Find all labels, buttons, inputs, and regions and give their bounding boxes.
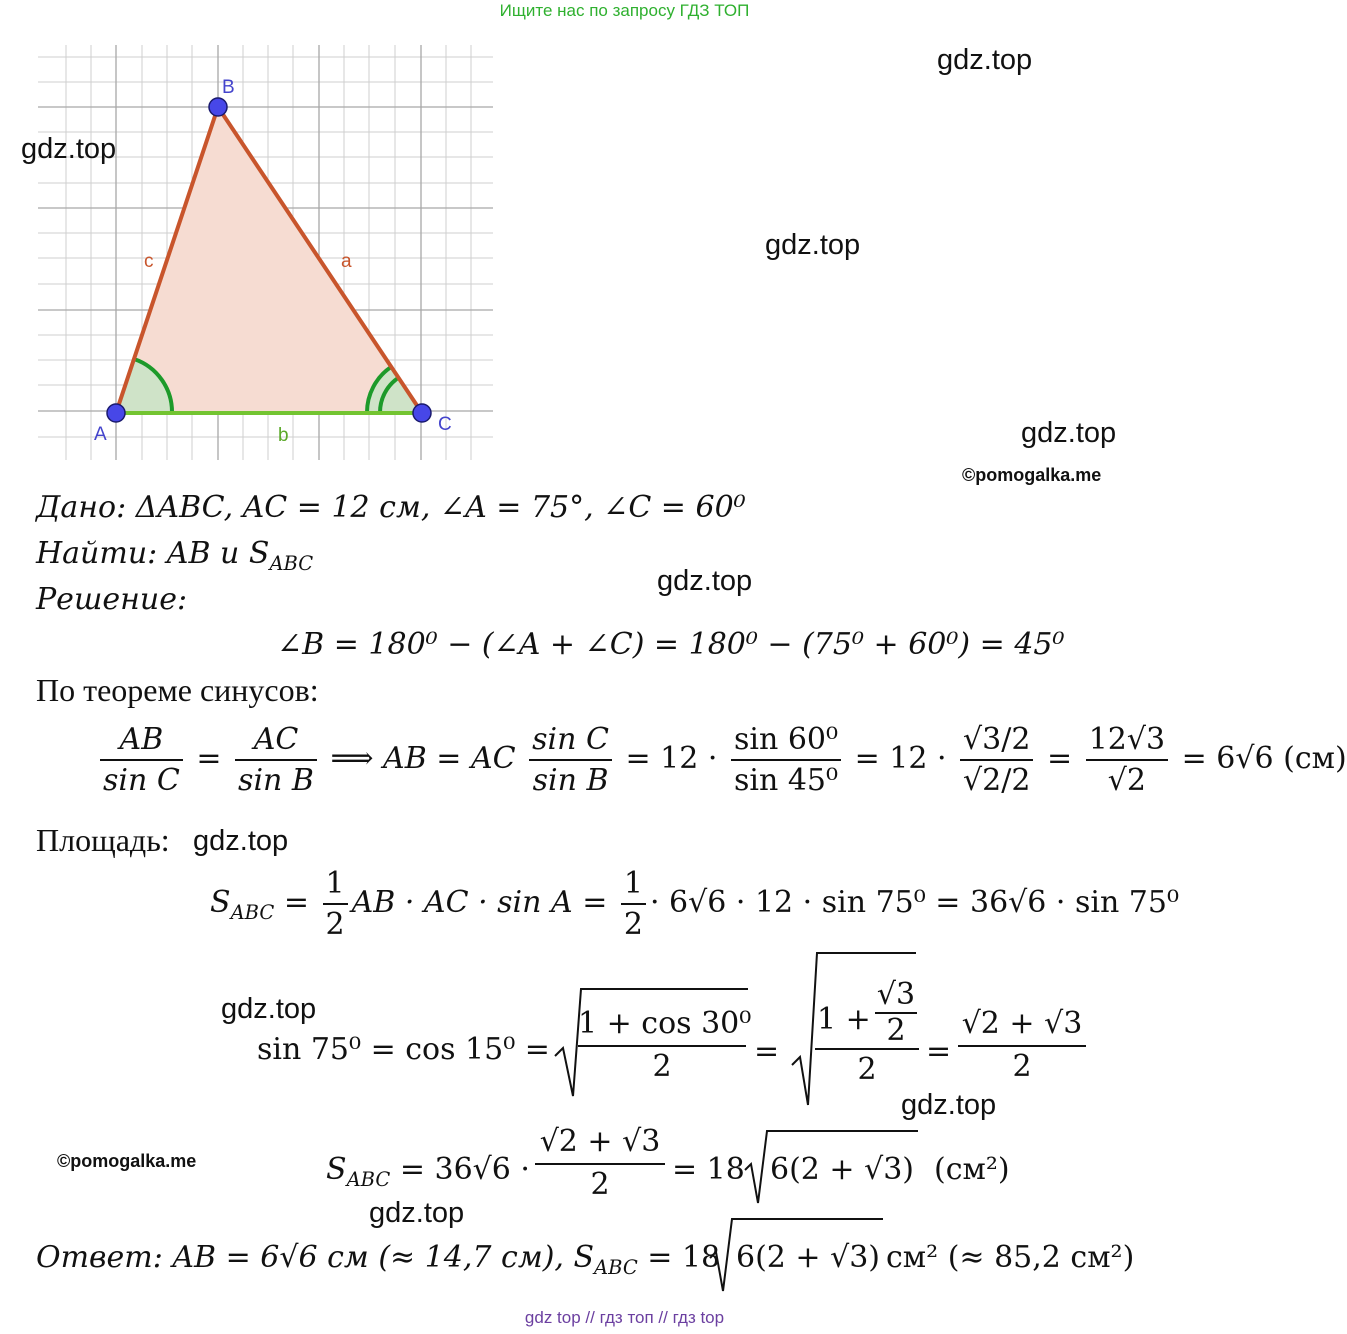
fraction-ab-sinc: $\frac{AB}{\text{sin C}}$ — [100, 722, 183, 798]
answer-tail: см² (≈ 85,2 см²) — [886, 1240, 1135, 1275]
fraction-half: $\frac{1}{2}$ — [323, 866, 348, 942]
fraction-root3-root2: $\frac{√3/2}{√2/2}$ — [960, 722, 1033, 798]
copyright-mark: ©pomogalka.me — [57, 1151, 197, 1171]
area-heading: Площадь: — [36, 822, 170, 858]
area-result-coef: = 18 — [672, 1152, 745, 1187]
sin75-fraction-3: √2 + √3 2 — [958, 1006, 1086, 1084]
area-result-fraction: √2 + √3 2 — [535, 1124, 665, 1202]
sine-theorem-heading: По теореме синусов: — [36, 672, 319, 708]
given-label: Дано — [36, 490, 117, 525]
answer-radicand: 6(2 + √3) — [736, 1240, 880, 1275]
vertex-a-point — [107, 404, 125, 422]
fraction-half: $\frac{1}{2}$ — [621, 866, 646, 942]
sin75-lhs: sin 75⁰ = cos 15⁰ = — [257, 1032, 550, 1067]
triangle-figure — [38, 45, 493, 460]
fraction-ac-sinb: $\frac{AC}{\text{sin B}}$ — [235, 722, 317, 798]
find-text: : AB и S — [147, 536, 270, 571]
watermark: gdz.top — [765, 229, 861, 261]
area-result-radicand: 6(2 + √3) — [770, 1152, 914, 1187]
area-result-unit: (см²) — [934, 1152, 1010, 1187]
find-line — [36, 536, 313, 575]
watermark: gdz.top — [369, 1197, 465, 1229]
given-text: : ΔABC, AC = 12 см, ∠A = 75°, ∠C = 60⁰ — [116, 490, 746, 525]
sin75-fraction-1: 1 + cos 30⁰ 2 — [578, 1006, 752, 1084]
answer-label: Ответ — [36, 1240, 153, 1275]
watermark: gdz.top — [1021, 417, 1117, 449]
area-equation: $S_{ABC}$ = $\frac{1}{2}$ AB · AC · sin A = $\frac{1}{2}$ · 6√6 · 12 · sin 75⁰ = 36√6 · sin 75⁰ — [210, 866, 1180, 942]
solution-line — [36, 582, 187, 617]
side-c-label: c — [144, 251, 154, 272]
vertex-c-label: C — [438, 414, 452, 435]
watermark: gdz.top — [221, 993, 317, 1025]
sine-ratio-equation: $\frac{AB}{\text{sin C}}$ = $\frac{AC}{\text{sin B}}$ ⟹ AB = AC $\frac{\text{sin C}}{\text{sin B}}$ = 12 · $\frac{\text{sin 60⁰}}{\text{sin 45⁰}}$ = 12 · $\frac{√3/2}{√2/2}$ = $\frac{12√3}{√2}$ = 6√6 (см) — [96, 722, 1347, 798]
side-b-label: b — [278, 425, 289, 446]
watermark: gdz.top — [193, 825, 289, 857]
angle-b-equation: ∠B = 180⁰ − (∠A + ∠C) = 180⁰ − (75⁰ + 60⁰) = 45⁰ — [277, 627, 1065, 662]
footer-links[interactable]: gdz top // гдз топ // гдз top — [524, 1308, 725, 1327]
watermark: gdz.top — [657, 565, 753, 597]
find-label: Найти — [36, 536, 148, 571]
side-a-label: a — [341, 251, 352, 272]
solution-colon: : — [176, 582, 188, 617]
fraction-12root3-root2: $\frac{12√3}{√2}$ — [1086, 722, 1168, 798]
sin75-eq: = — [754, 1034, 780, 1069]
top-banner: Ищите нас по запросу ГДЗ ТОП — [499, 1, 750, 20]
copyright-mark: ©pomogalka.me — [962, 465, 1102, 485]
solution-label: Решение — [36, 582, 177, 617]
fraction-sinc-sinb: $\frac{\text{sin C}}{\text{sin B}}$ — [529, 722, 612, 798]
vertex-a-label: A — [94, 424, 107, 445]
vertex-b-point — [209, 98, 227, 116]
answer-line: Ответ: AB = 6√6 см (≈ 14,7 см), $S_{ABC} = 18$ — [36, 1240, 721, 1279]
vertex-b-label: B — [222, 77, 235, 98]
sin75-eq: = — [926, 1034, 952, 1069]
watermark: gdz.top — [901, 1089, 997, 1121]
sin75-fraction-2: 1 + √3 2 2 — [815, 978, 919, 1087]
watermark: gdz.top — [21, 133, 117, 165]
vertex-c-point — [413, 404, 431, 422]
find-sub: ABC — [269, 552, 314, 575]
watermark: gdz.top — [937, 44, 1033, 76]
area-result-equation: $S_{ABC} = 36√6$ · — [326, 1152, 530, 1191]
fraction-sin60-sin45: $\frac{\text{sin 60⁰}}{\text{sin 45⁰}}$ — [731, 722, 841, 798]
given-line — [36, 490, 746, 525]
